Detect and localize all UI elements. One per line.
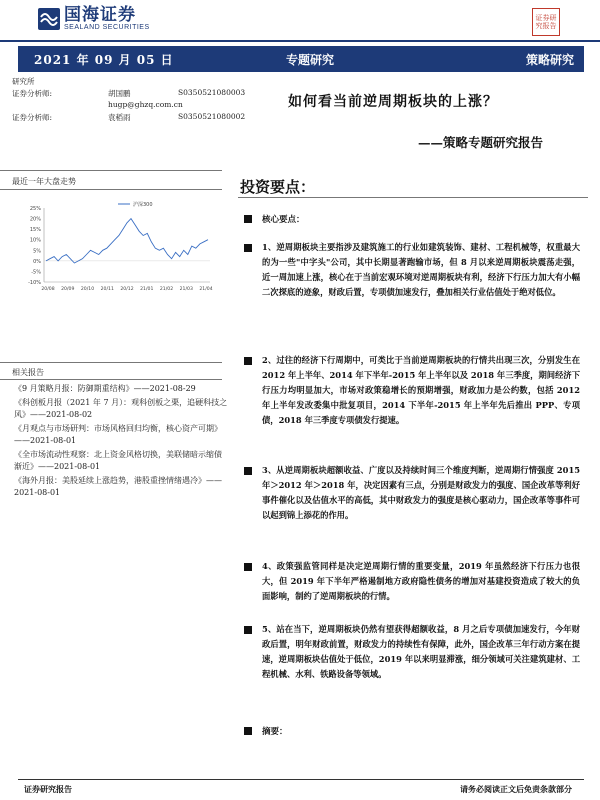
core-points-label: 核心要点： bbox=[262, 215, 305, 225]
report-title: 如何看当前逆周期板块的上涨？ bbox=[288, 94, 498, 110]
bullet-icon bbox=[244, 357, 252, 365]
sidebar-divider bbox=[0, 362, 222, 363]
logo-icon bbox=[38, 8, 60, 30]
x-tick-label: 20/11 bbox=[100, 287, 114, 292]
header-banner bbox=[18, 46, 584, 72]
related-report-item[interactable]: 《9 月策略月报：防御期重结构》——2021-08-29 bbox=[14, 384, 196, 393]
point-paragraph: 5、站在当下，逆周期板块仍然有望获得超额收益，8 月之后专项债加速发行，今年财政后置，明年财政前置，财政发力的持续性有保障，此外，国企改革三年行动方案在提速，逆周期板块估值处于低位，2019 年以来明显滞涨，细分领域可关注建筑建材、工程机械、水利、铁路设备等领域。 bbox=[262, 624, 580, 679]
report-kind: 策略研究 bbox=[525, 52, 574, 67]
y-tick-label: 25% bbox=[29, 206, 41, 212]
report-subtitle: ——策略专题研究报告 bbox=[418, 135, 544, 150]
logo-en: SEALAND SECURITIES bbox=[64, 24, 150, 31]
analyst-row: 证券分析师: 袁稻雨 S0350521080002 bbox=[12, 112, 246, 122]
point-paragraph: 3、从逆周期板块超额收益、广度以及持续时间三个维度判断，逆周期行情强度 2015 年＞2012 年＞2018 年，决定因素有三点，分别是财政发力的强度、国企改革等利好事件催化以及估值水平的高低，其中财政发力的强度是核心驱动力，国企改革等事件可以起到锦上添花的作用。 bbox=[262, 465, 580, 520]
sidebar-divider bbox=[0, 189, 222, 190]
y-tick-label: 15% bbox=[29, 227, 41, 234]
footer-disclaimer: 请务必阅读正文后免责条款部分 bbox=[460, 784, 572, 794]
market-trend-chart bbox=[18, 198, 218, 296]
report-category: 专题研究 bbox=[286, 52, 335, 67]
point-paragraph: 2、过往的经济下行周期中，可类比于当前逆周期板块的行情共出现三次，分别发生在 2012 年上半年、2014 年下半年-2015 年上半年以及 2018 年三季度，期间经济下行压力均明显加大，市场对政策稳增长的预期增强，财政加力是公约数，包括 2012 年上半年发改委集中批复项目，2014 下半年-2015 年上半年先后推出 PPP、专项债，2018 年三季度专项债发行提速。 bbox=[262, 355, 580, 425]
point-paragraph: 1、逆周期板块主要指涉及建筑施工的行业如建筑装饰、建材、工程机械等，权重最大的为一些"中字头"公司，其中长期显著跑输市场，但 8 月以来逆周期板块震荡走强，近一周加速上涨，核心在于当前宏观环境对逆周期板块有利，经济下行压力加大有小幅二次探底的迹象，财政后置，专项债加速发行，叠加相关行业估值处于绝对低位。 bbox=[262, 242, 580, 297]
y-tick-label: 20% bbox=[29, 216, 41, 223]
footer-rule bbox=[18, 779, 584, 780]
bullet-icon bbox=[244, 626, 252, 634]
related-report-item[interactable]: 《海外月报：美股延续上涨趋势，港股重挫情绪遇冷》——2021-08-01 bbox=[14, 476, 222, 497]
y-tick-label: 0% bbox=[33, 258, 41, 265]
company-logo bbox=[38, 6, 150, 31]
summary-label: 摘要： bbox=[262, 727, 288, 737]
y-tick-label: 10% bbox=[29, 237, 41, 244]
bullet-icon bbox=[244, 727, 252, 735]
bullet-icon bbox=[244, 244, 252, 252]
related-report-item[interactable]: 《全市场流动性观察：北上资金风格切换，美联储暗示缩债渐近》——2021-08-01 bbox=[14, 450, 222, 471]
legend-label: 沪深300 bbox=[133, 202, 153, 208]
bullet-icon bbox=[244, 467, 252, 475]
sidebar-divider bbox=[0, 379, 222, 380]
x-tick-label: 21/01 bbox=[140, 287, 154, 292]
related-report-item[interactable]: 《月观点与市场研判：市场风格回归均衡，核心资产可期》——2021-08-01 bbox=[14, 424, 222, 445]
trend-title: 最近一年大盘走势 bbox=[12, 177, 76, 186]
report-date: 2021 年 09 月 05 日 bbox=[34, 52, 174, 67]
x-tick-label: 20/12 bbox=[120, 287, 134, 292]
sidebar-divider bbox=[0, 170, 222, 171]
header-rule bbox=[0, 40, 600, 42]
x-tick-label: 20/10 bbox=[80, 287, 95, 292]
x-tick-label: 21/03 bbox=[179, 287, 193, 292]
section-rule bbox=[238, 197, 588, 198]
bullet-icon bbox=[244, 215, 252, 223]
y-tick-label: 5% bbox=[33, 248, 41, 255]
y-tick-label: -5% bbox=[31, 269, 41, 276]
analyst-row: 证券分析师: 胡国鹏 S0350521080003 bbox=[12, 88, 246, 98]
bullet-icon bbox=[244, 563, 252, 571]
institute-label: 研究所 bbox=[12, 77, 35, 86]
related-reports-list bbox=[14, 383, 228, 501]
section-title: 投资要点： bbox=[240, 178, 316, 196]
logo-cn: 国海证券 bbox=[64, 5, 136, 25]
related-title: 相关报告 bbox=[12, 368, 44, 377]
point-paragraph: 4、政策强监管同样是决定逆周期行情的重要变量，2019 年虽然经济下行压力也很大，但 2019 年下半年严格遏制地方政府隐性债务的增加对基建投资造成了较大的负面影响，制约了逆周期板块的行情。 bbox=[262, 561, 580, 601]
y-tick-label: -10% bbox=[28, 280, 41, 286]
series-line bbox=[46, 219, 208, 263]
x-tick-label: 20/08 bbox=[41, 287, 55, 292]
x-tick-label: 21/04 bbox=[199, 287, 213, 292]
footer-left: 证券研究报告 bbox=[24, 784, 72, 794]
related-report-item[interactable]: 《科创板月报（2021 年 7 月）：观科创板之栗，追硬科技之风》——2021-08-02 bbox=[14, 398, 228, 419]
x-tick-label: 20/09 bbox=[61, 287, 75, 292]
x-tick-label: 21/02 bbox=[159, 287, 174, 292]
research-stamp: 证券研究报告 bbox=[532, 8, 560, 36]
